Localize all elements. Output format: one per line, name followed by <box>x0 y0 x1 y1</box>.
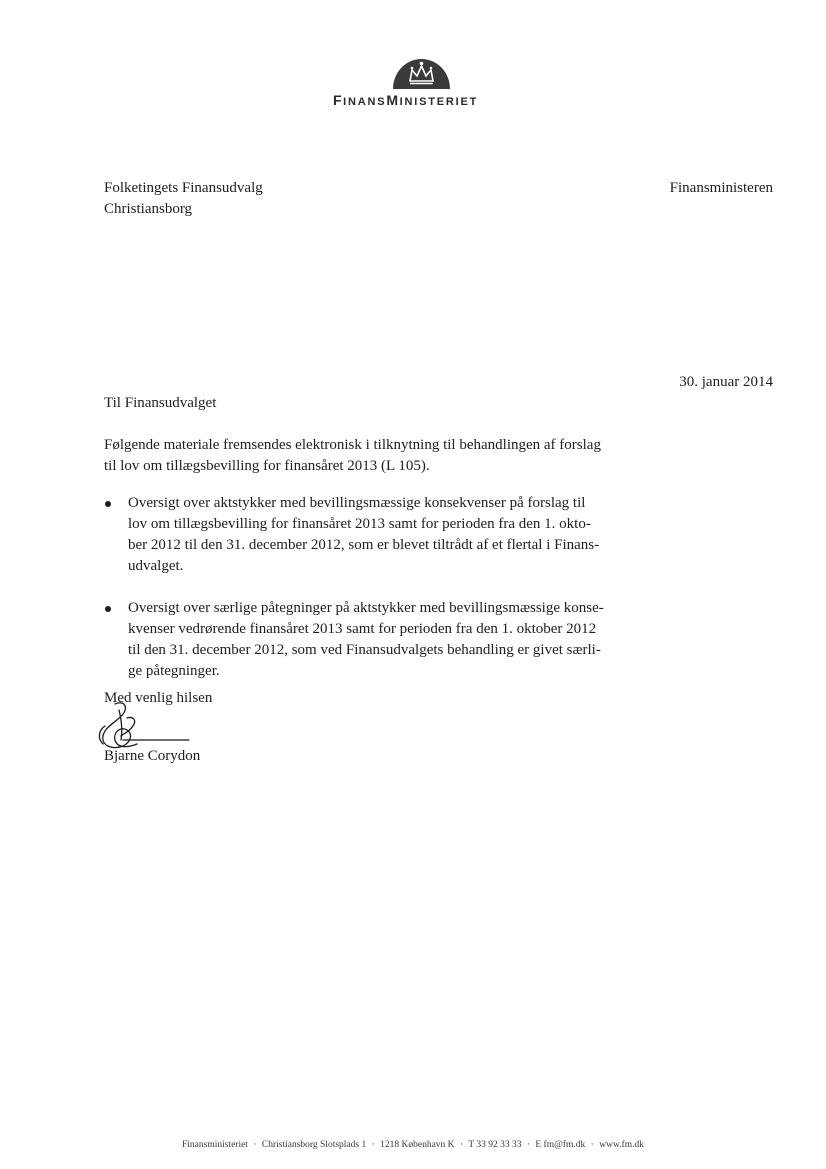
bullet-line: kvenser vedrørende finansåret 2013 samt for perioden fra den 1. oktober 2012 <box>128 621 597 637</box>
letter-footer <box>0 1140 826 1150</box>
bullet-line: ge påtegninger. <box>128 663 220 679</box>
bullet-item <box>104 598 644 682</box>
bullet-line: ber 2012 til den 31. december 2012, som er blevet tiltrådt af et flertal i Finans- <box>128 537 600 553</box>
footer-separator: · <box>526 1140 530 1150</box>
footer-website: www.fm.dk <box>599 1140 644 1150</box>
bullet-icon <box>105 501 111 507</box>
bullet-line: udvalget. <box>128 558 184 574</box>
bullet-line: Oversigt over særlige påtegninger på aktstykker med bevillingsmæssige konse- <box>128 600 604 616</box>
salutation: Til Finansudvalget <box>104 395 217 411</box>
ministry-logo <box>333 55 520 110</box>
footer-org: Finansministeriet <box>181 1140 248 1150</box>
recipient-line-2: Christiansborg <box>104 201 193 217</box>
bullet-line: til den 31. december 2012, som ved Finansudvalgets behandling er givet særli- <box>128 642 601 658</box>
footer-separator: · <box>371 1140 375 1150</box>
intro-paragraph <box>104 435 654 477</box>
bullet-list <box>104 493 644 703</box>
bullet-line: Oversigt over aktstykker med bevillingsmæssige konsekvenser på forslag til <box>128 495 586 511</box>
intro-line: til lov om tillægsbevilling for finansåret 2013 (L 105). <box>104 458 430 474</box>
footer-address: Christiansborg Slotsplads 1 <box>261 1140 367 1150</box>
footer-postal: 1218 København K <box>380 1140 455 1150</box>
footer-separator: · <box>590 1140 594 1150</box>
bullet-icon <box>105 606 111 612</box>
recipient-line-1: Folketingets Finansudvalg <box>104 180 263 196</box>
recipient-address <box>104 178 263 220</box>
footer-phone: T 33 92 33 33 <box>468 1140 522 1150</box>
crown-crest-icon <box>393 55 450 89</box>
ministry-name: FINANSMINISTERIET <box>333 92 479 108</box>
bullet-item <box>104 493 644 577</box>
bullet-line: lov om tillægsbevilling for finansåret 2013 samt for perioden fra den 1. okto- <box>128 516 591 532</box>
footer-email: E fm@fm.dk <box>535 1140 586 1150</box>
sender-title: Finansministeren <box>669 180 773 196</box>
intro-line: Følgende materiale fremsendes elektronisk i tilknytning til behandlingen af forslag <box>104 437 601 453</box>
footer-separator: · <box>253 1140 257 1150</box>
closing-phrase: Med venlig hilsen <box>104 690 213 706</box>
signer-name: Bjarne Corydon <box>104 748 201 764</box>
letter-date: 30. januar 2014 <box>679 374 773 390</box>
footer-separator: · <box>459 1140 464 1150</box>
